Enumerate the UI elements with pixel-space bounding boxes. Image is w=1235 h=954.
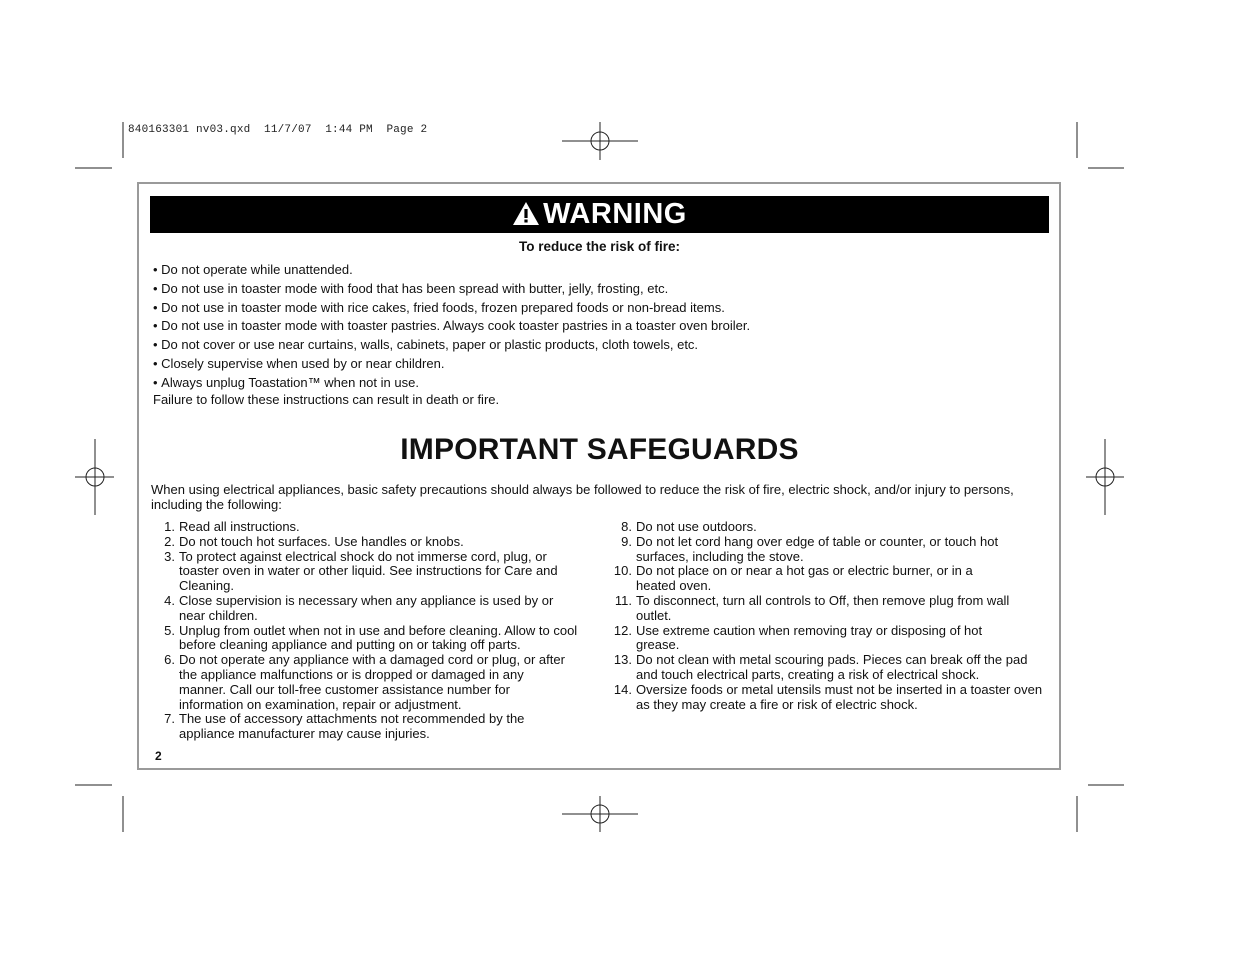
item-number: 11. <box>614 592 632 608</box>
item-number: 14. <box>613 681 632 697</box>
item-number: 7. <box>164 711 175 727</box>
list-item: • Always unplug Toastation™ when not in use. <box>153 374 750 393</box>
list-item <box>607 653 1047 683</box>
warning-footer: Failure to follow these instructions can result in death or fire. <box>153 392 500 407</box>
list-item: • Do not use in toaster mode with food that has been spread with butter, jelly, frosting, etc. <box>153 280 750 299</box>
page-number: 2 <box>155 749 162 763</box>
list-item <box>607 564 1047 594</box>
item-number: 5. <box>164 622 175 638</box>
item-text: To protect against electrical shock do not immerse cord, plug, or toaster oven in water or other liquid. See instructions for Care and Cleaning. <box>179 548 558 594</box>
safeguards-title: IMPORTANT SAFEGUARDS <box>400 433 799 466</box>
registration-mark-top <box>562 122 638 160</box>
item-number: 4. <box>164 592 175 608</box>
list-item: • Do not cover or use near curtains, walls, cabinets, paper or plastic products, cloth towels, etc. <box>153 336 750 355</box>
list-item <box>150 550 590 594</box>
item-number: 9. <box>621 533 632 549</box>
item-text: Do not operate any appliance with a damaged cord or plug, or after the appliance malfunctions or is dropped or damaged in any manner. Call our toll-free customer assistance number for information on examination, repair or adjustment. <box>179 652 565 712</box>
item-text: Do not touch hot surfaces. Use handles or knobs. <box>179 533 464 549</box>
item-number: 1. <box>164 519 175 534</box>
item-number: 6. <box>164 652 175 668</box>
list-item <box>150 594 590 624</box>
registration-mark-left <box>75 439 114 515</box>
list-item <box>607 520 1047 535</box>
safeguards-intro: When using electrical appliances, basic safety precautions should always be followed to reduce the risk of fire, electric shock, and/or injury to persons, including the following: <box>151 482 1014 512</box>
item-text: Do not place on or near a hot gas or electric burner, or in a heated oven. <box>636 563 973 594</box>
list-item <box>150 712 590 742</box>
registration-mark-right <box>1086 439 1124 515</box>
warning-title: WARNING <box>543 198 687 230</box>
list-item <box>607 594 1047 624</box>
item-number: 2. <box>164 533 175 549</box>
item-text: Read all instructions. <box>179 519 300 534</box>
item-number: 10. <box>613 563 632 579</box>
print-slug: 840163301 nv03.qxd 11/7/07 1:44 PM Page 2 <box>128 124 428 136</box>
list-item <box>607 683 1047 713</box>
item-text: Do not let cord hang over edge of table or counter, or touch hot surfaces, including the stove. <box>636 533 999 564</box>
item-number: 8. <box>621 519 632 534</box>
item-text: The use of accessory attachments not recommended by the appliance manufacturer may cause injuries. <box>179 711 525 742</box>
warning-bullet-list <box>153 261 750 393</box>
list-item <box>150 653 590 712</box>
item-text: To disconnect, turn all controls to Off, then remove plug from wall outlet. <box>636 592 1010 623</box>
list-item: • Do not use in toaster mode with toaster pastries. Always cook toaster pastries in a toaster oven broiler. <box>153 317 750 336</box>
list-item <box>607 624 1047 654</box>
list-item <box>150 520 590 535</box>
item-text: Close supervision is necessary when any appliance is used by or near children. <box>179 592 554 623</box>
item-number: 12. <box>613 622 632 638</box>
item-text: Do not use outdoors. <box>636 519 757 534</box>
list-item <box>150 535 590 550</box>
safeguards-list-left <box>150 520 590 742</box>
list-item <box>607 535 1047 565</box>
list-item: • Closely supervise when used by or near children. <box>153 355 750 374</box>
item-number: 13. <box>613 652 632 668</box>
list-item <box>150 624 590 654</box>
safeguards-list-right <box>607 520 1047 712</box>
item-text: Unplug from outlet when not in use and before cleaning. Allow to cool before cleaning appliance and putting on or taking off parts. <box>179 622 578 653</box>
registration-mark-bottom <box>562 796 638 832</box>
warning-banner <box>150 196 1049 233</box>
list-item: • Do not operate while unattended. <box>153 261 750 280</box>
item-text: Use extreme caution when removing tray or disposing of hot grease. <box>636 622 983 653</box>
warning-subheading: To reduce the risk of fire: <box>518 239 681 254</box>
warning-triangle-icon <box>512 201 540 226</box>
item-number: 3. <box>164 548 175 564</box>
item-text: Oversize foods or metal utensils must not be inserted in a toaster oven as they may create a fire or risk of electric shock. <box>636 681 1043 712</box>
item-text: Do not clean with metal scouring pads. Pieces can break off the pad and touch electrical parts, creating a risk of electrical shock. <box>636 652 1028 682</box>
list-item: • Do not use in toaster mode with rice cakes, fried foods, frozen prepared foods or non-bread items. <box>153 299 750 318</box>
